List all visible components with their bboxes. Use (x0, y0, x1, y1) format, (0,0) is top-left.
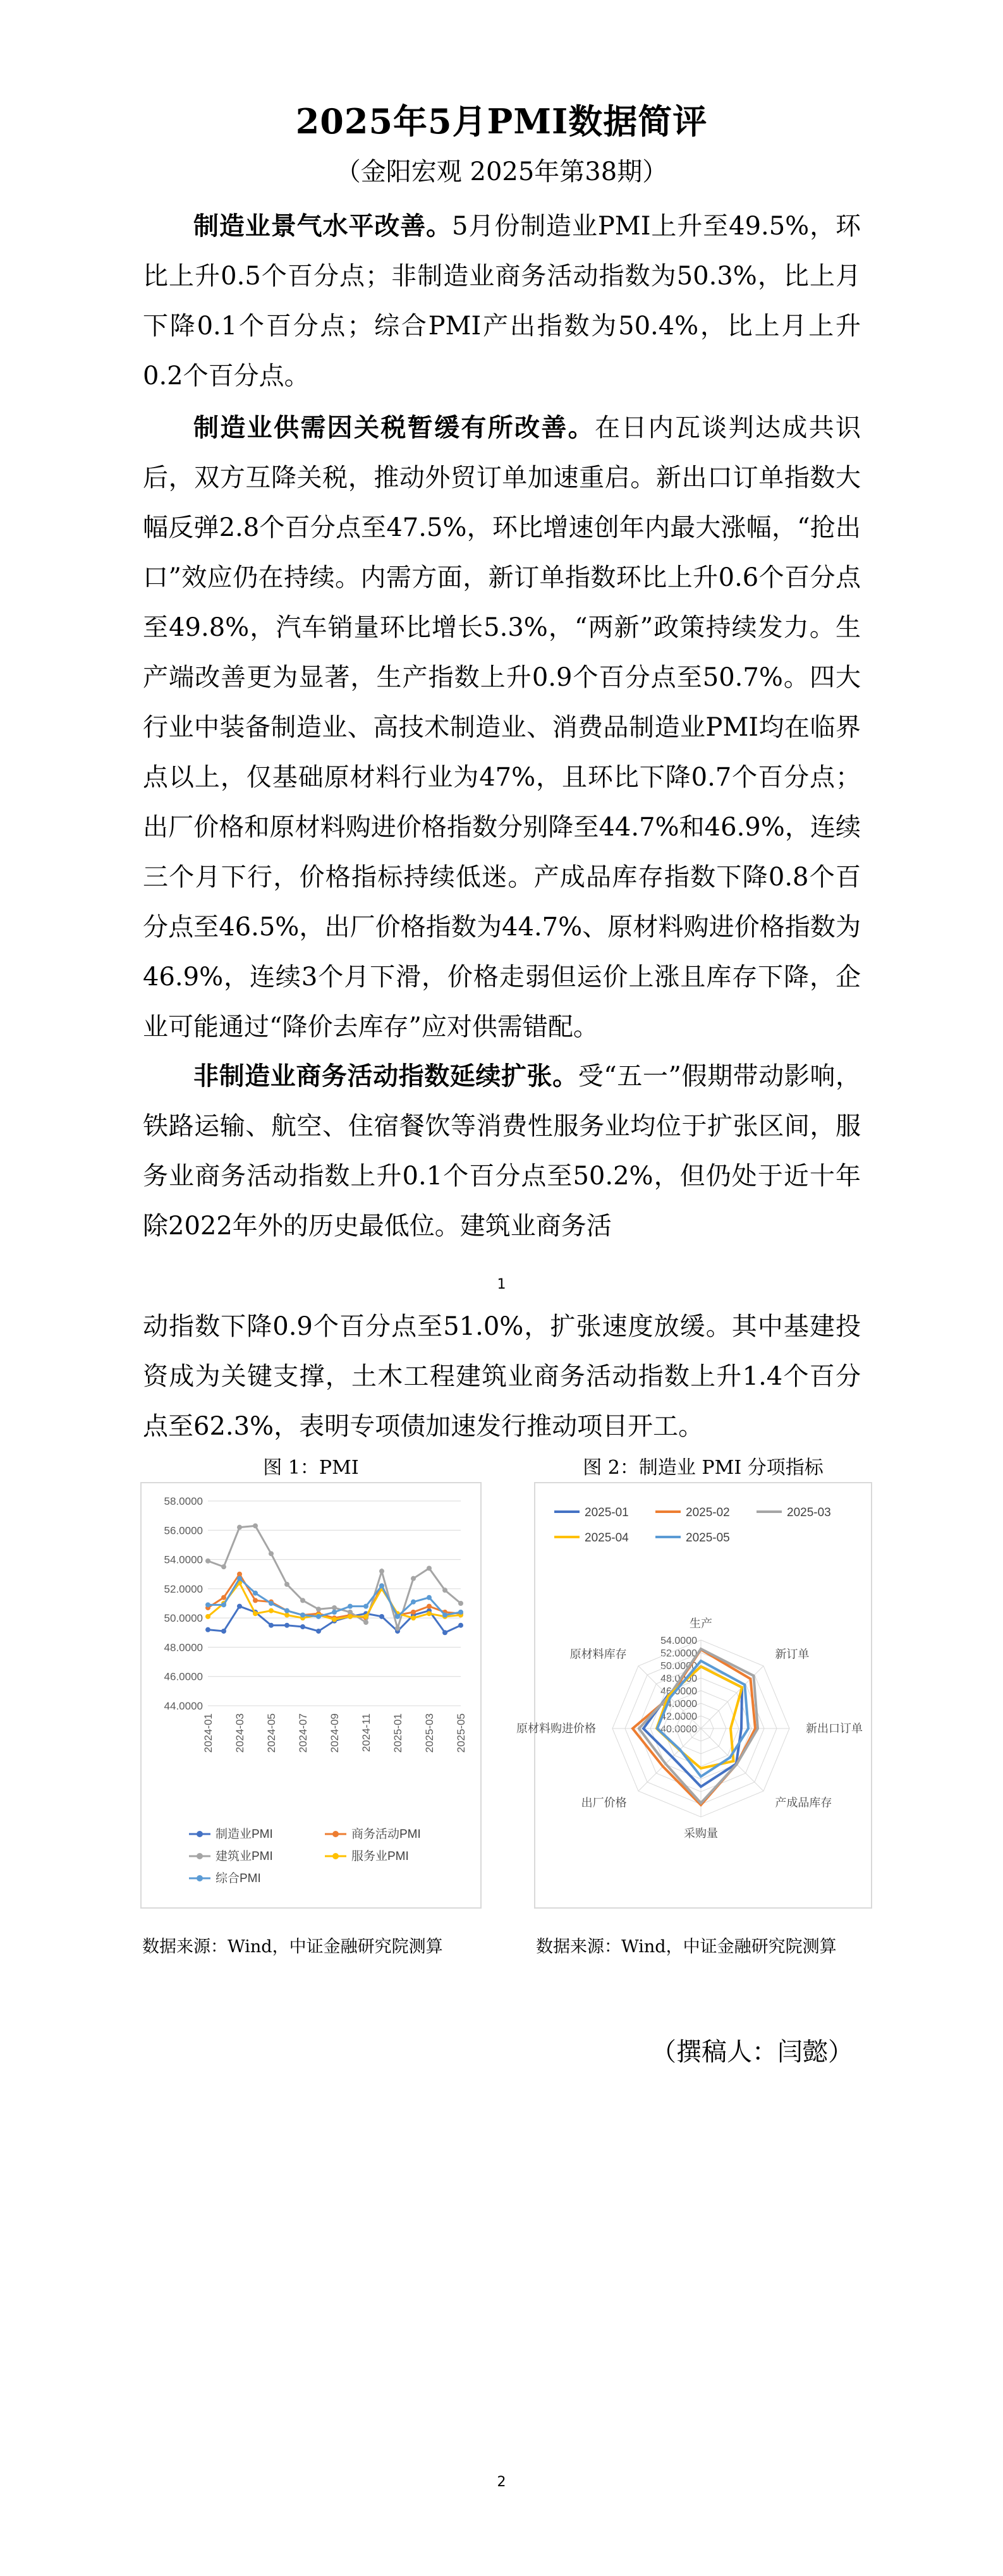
data-point (348, 1610, 353, 1615)
data-point (205, 1602, 210, 1607)
paragraph-lead: 制造业供需因关税暂缓有所改善。 (193, 413, 595, 442)
data-point (427, 1595, 432, 1600)
document-title: 2025年5月PMI数据简评 (295, 101, 708, 142)
data-point (411, 1610, 416, 1615)
paragraph-lead: 制造业景气水平改善。 (193, 211, 452, 241)
data-point (411, 1615, 416, 1620)
figure-2-source: 数据来源：Wind，中证金融研究院测算 (536, 1937, 837, 1957)
x-tick-label: 2024-11 (360, 1713, 372, 1753)
r-tick-label: 50.0000 (660, 1661, 697, 1672)
r-tick-label: 52.0000 (660, 1648, 697, 1659)
data-point (284, 1613, 289, 1618)
author-line: （撰稿人：闫懿） (651, 2038, 853, 2067)
legend-label: 服务业PMI (351, 1850, 409, 1863)
data-point (205, 1627, 210, 1632)
x-tick-label: 2025-05 (455, 1713, 467, 1753)
paragraph-1 (143, 201, 861, 401)
figure-1 (140, 1482, 482, 1909)
page-number: 2 (497, 2474, 506, 2490)
pmi-line-chart (142, 1483, 480, 1907)
data-point (237, 1572, 242, 1577)
r-tick-label: 54.0000 (660, 1636, 697, 1646)
data-point (284, 1623, 289, 1628)
y-tick-label: 44.0000 (164, 1700, 203, 1712)
legend-label: 建筑业PMI (216, 1850, 273, 1863)
radar-axis-label: 原材料购进价格 (516, 1722, 596, 1735)
paragraph-3 (143, 1051, 861, 1251)
paragraph-lead: 非制造业商务活动指数延续扩张。 (193, 1061, 578, 1091)
r-tick-label: 42.0000 (660, 1711, 697, 1722)
figure-1-source: 数据来源：Wind，中证金融研究院测算 (142, 1937, 443, 1957)
data-point (348, 1604, 353, 1609)
radar-axis-label: 采购量 (684, 1827, 718, 1840)
y-tick-label: 48.0000 (164, 1641, 203, 1654)
data-point (316, 1614, 321, 1619)
legend-label: 制造业PMI (216, 1828, 273, 1841)
data-point (221, 1629, 226, 1634)
data-point (442, 1613, 447, 1618)
data-point (363, 1614, 368, 1619)
y-tick-label: 46.0000 (164, 1670, 203, 1683)
y-tick-label: 58.0000 (164, 1495, 203, 1507)
data-point (221, 1564, 226, 1569)
data-point (379, 1569, 384, 1574)
data-point (316, 1607, 321, 1612)
data-point (332, 1610, 337, 1615)
data-point (284, 1608, 289, 1613)
data-point (332, 1605, 337, 1610)
data-point (253, 1523, 258, 1528)
data-point (221, 1595, 226, 1600)
data-point (300, 1613, 305, 1618)
paragraph-body: 5月份制造业PMI上升至49.5%，环比上升0.5个百分点；非制造业商务活动指数为50.3%，比上月下降0.1个百分点；综合PMI产出指数为50.4%，比上月上升0.2个百分点。 (143, 212, 861, 391)
data-point (253, 1591, 258, 1596)
data-point (427, 1565, 432, 1571)
figure-1-title: 图 1：PMI (263, 1457, 359, 1479)
data-point (316, 1629, 321, 1634)
data-point (348, 1614, 353, 1619)
x-tick-label: 2025-01 (392, 1713, 404, 1753)
y-tick-label: 56.0000 (164, 1524, 203, 1537)
data-point (284, 1582, 289, 1587)
radar-axis-label: 新出口订单 (806, 1722, 863, 1735)
data-point (269, 1551, 274, 1556)
data-point (205, 1614, 210, 1619)
data-point (237, 1604, 242, 1609)
data-point (427, 1604, 432, 1609)
legend-marker (332, 1853, 339, 1859)
data-point (269, 1601, 274, 1606)
x-tick-label: 2024-03 (234, 1713, 246, 1753)
x-tick-label: 2024-09 (329, 1713, 341, 1753)
radar-axis-label: 产成品库存 (775, 1796, 832, 1809)
data-point (458, 1610, 463, 1615)
data-point (205, 1558, 210, 1564)
data-point (442, 1630, 447, 1635)
r-tick-label: 48.0000 (660, 1674, 697, 1684)
legend-marker (197, 1853, 203, 1859)
data-point (395, 1614, 400, 1619)
r-tick-label: 44.0000 (660, 1699, 697, 1710)
x-tick-label: 2024-01 (202, 1713, 214, 1753)
radar-axis-label: 原材料库存 (569, 1648, 627, 1661)
legend-label: 综合PMI (216, 1872, 261, 1885)
legend-label: 2025-05 (686, 1531, 730, 1545)
continuation-paragraph: 动指数下降0.9个百分点至51.0%，扩张速度放缓。其中基建投资成为关键支撑，土木工程建筑业商务活动指数上升1.4个百分点至62.3%，表明专项债加速发行推动项目开工。 (143, 1312, 861, 1441)
y-tick-label: 50.0000 (164, 1612, 203, 1625)
figure-2 (516, 1482, 872, 1909)
data-point (379, 1583, 384, 1588)
r-tick-label: 40.0000 (660, 1724, 697, 1735)
data-point (395, 1625, 400, 1631)
y-tick-label: 54.0000 (164, 1553, 203, 1566)
radar-axis-label: 出厂价格 (581, 1796, 627, 1809)
data-point (458, 1623, 463, 1628)
legend-label: 2025-04 (585, 1531, 629, 1545)
data-point (253, 1611, 258, 1616)
data-point (269, 1623, 274, 1628)
data-point (237, 1525, 242, 1530)
legend-label: 2025-01 (585, 1506, 629, 1519)
radar-axis-label: 新订单 (775, 1648, 810, 1661)
data-point (253, 1598, 258, 1603)
data-point (221, 1602, 226, 1607)
x-tick-label: 2024-07 (297, 1713, 309, 1753)
data-point (427, 1611, 432, 1616)
data-point (363, 1604, 368, 1609)
data-point (379, 1614, 384, 1619)
paragraph-body: 受“五一”假期带动影响，铁路运输、航空、住宿餐饮等消费性服务业均位于扩张区间，服务业商务活动指数上升0.1个百分点至50.2%，但仍处于近十年除2022年外的历史最低位。建筑业商务活 (143, 1062, 861, 1241)
radar-axis-label: 生产 (690, 1617, 712, 1630)
paragraph-2 (143, 403, 861, 1052)
figure-2-title: 图 2：制造业 PMI 分项指标 (583, 1457, 824, 1479)
page-number: 1 (497, 1277, 506, 1292)
legend-label: 2025-03 (787, 1506, 831, 1519)
data-point (411, 1600, 416, 1605)
legend-marker (197, 1831, 203, 1837)
data-point (332, 1617, 337, 1622)
data-point (300, 1598, 305, 1603)
pmi-radar-chart (516, 1483, 871, 1907)
data-point (237, 1576, 242, 1581)
legend-label: 2025-02 (686, 1506, 730, 1519)
data-point (411, 1576, 416, 1581)
legend-marker (197, 1875, 203, 1881)
data-point (300, 1624, 305, 1629)
data-point (442, 1588, 447, 1593)
data-point (269, 1608, 274, 1613)
r-tick-label: 46.0000 (660, 1686, 697, 1697)
x-tick-label: 2024-05 (265, 1713, 277, 1753)
legend-marker (332, 1831, 339, 1837)
x-tick-label: 2025-03 (423, 1713, 435, 1753)
legend-label: 商务活动PMI (351, 1828, 421, 1841)
data-point (363, 1620, 368, 1625)
data-point (458, 1601, 463, 1606)
y-tick-label: 52.0000 (164, 1583, 203, 1595)
document-subtitle: （金阳宏观 2025年第38期） (335, 157, 668, 186)
paragraph-body: 在日内瓦谈判达成共识后，双方互降关税，推动外贸订单加速重启。新出口订单指数大幅反弹2.8个百分点至47.5%，环比增速创年内最大涨幅，“抢出口”效应仍在持续。内需方面，新订单指数环比上升0.6个百分点至49.8%，汽车销量环比增长5.3%，“两新”政策持续发力。生产端改善更为显著，生产指数上升0.9个百分点至50.7%。四大行业中装备制造业、高技术制造业、消费品制造业PMI均在临界点以上，仅基础原材料行业为47%，且环比下降0.7个百分点；出厂价格和原材料购进价格指数分别降至44.7%和46.9%，连续三个月下行，价格指标持续低迷。产成品库存指数下降0.8个百分点至46.5%，出厂价格指数为44.7%、原材料购进价格指数为46.9%，连续3个月下滑，价格走弱但运价上涨且库存下降，企业可能通过“降价去库存”应对供需错配。 (143, 413, 861, 1042)
